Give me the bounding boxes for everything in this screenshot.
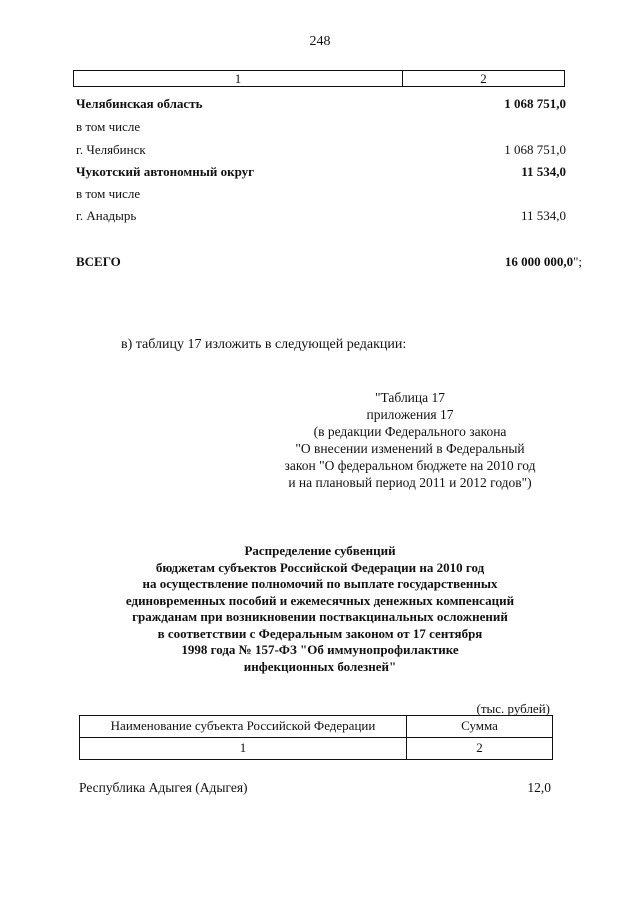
total-value-wrap	[505, 254, 582, 270]
col-number-2: 2	[476, 740, 483, 755]
title-line: единовременных пособий и ежемесячных денежных компенсаций	[125, 592, 515, 608]
title-line: в соответствии с Федеральным законом от 17 сентября	[157, 625, 483, 641]
top-table-col-2: 2	[480, 71, 487, 86]
table-row	[76, 119, 566, 135]
total-row	[76, 254, 582, 270]
col-header-sum: Сумма	[461, 718, 498, 733]
row-name: Челябинская область	[76, 96, 203, 111]
header-row	[80, 716, 552, 737]
row-value: 11 534,0	[520, 208, 566, 223]
number-row	[80, 737, 552, 759]
title-line: 1998 года № 157-ФЗ "Об иммунопрофилактике	[181, 642, 459, 657]
title-line: гражданам при возникновении поствакцинальных осложнений	[132, 609, 508, 624]
top-table-header	[73, 70, 565, 87]
row-value: 12,0	[527, 780, 551, 795]
caption-line: и на плановый период 2011 и 2012 годов")	[288, 475, 532, 490]
caption-line: (в редакции Федерального закона	[313, 424, 507, 439]
row-name: в том числе	[76, 119, 141, 134]
table-caption	[240, 389, 580, 491]
distribution-table-header	[79, 715, 553, 760]
title-line: инфекционных болезней"	[243, 658, 397, 674]
col-number-1: 1	[80, 738, 407, 759]
row-name: г. Челябинск	[76, 142, 146, 157]
total-value: 16 000 000,0	[504, 254, 574, 269]
table-row	[76, 186, 566, 202]
row-name: Республика Адыгея (Адыгея)	[79, 780, 248, 795]
page-number: 248	[309, 34, 331, 49]
row-value: 11 534,0	[521, 164, 566, 179]
row-name: Чукотский автономный округ	[76, 164, 255, 179]
table-row	[79, 780, 551, 796]
caption-line: приложения 17	[366, 407, 454, 422]
title-line: бюджетам субъектов Российской Федерации на 2010 год	[155, 559, 485, 575]
row-value: 1 068 751,0	[504, 142, 566, 157]
total-label: ВСЕГО	[76, 254, 121, 269]
row-name: в том числе	[76, 186, 141, 201]
title-line: Распределение субвенций	[244, 543, 396, 558]
top-table-col-1: 1	[74, 71, 403, 86]
row-name: г. Анадырь	[76, 208, 137, 223]
caption-line: "Таблица 17	[375, 390, 445, 405]
col-header-name: Наименование субъекта Российской Федерации	[80, 716, 407, 737]
table-row	[76, 142, 566, 158]
title-line: на осуществление полномочий по выплате государственных	[142, 576, 498, 591]
caption-line: "О внесении изменений в Федеральный	[295, 441, 525, 456]
total-suffix: ";	[573, 254, 582, 269]
row-value: 1 068 751,0	[504, 96, 566, 111]
table-row	[76, 208, 566, 224]
document-title	[60, 543, 580, 675]
caption-line: закон "О федеральном бюджете на 2010 год	[284, 458, 536, 473]
units-label: (тыс. рублей)	[476, 701, 550, 716]
instruction-paragraph: в) таблицу 17 изложить в следующей редакции:	[121, 337, 407, 352]
table-row	[76, 96, 566, 112]
table-row	[76, 164, 566, 180]
